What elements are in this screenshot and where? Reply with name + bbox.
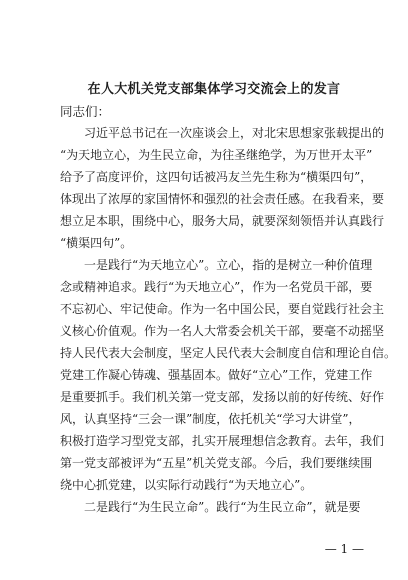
body-line: “为天地立心，为生民立命，为往圣继绝学，为万世开太平” — [60, 148, 373, 162]
salutation: 同志们： — [60, 104, 111, 119]
body-line: 是重要抓手。我们机关第一党支部，发扬以前的好传统、好作 — [60, 390, 385, 404]
body-line: 不忘初心、牢记使命。作为一名中国公民，要自觉践行社会主 — [60, 302, 385, 316]
body-line: 党建工作凝心铸魂、强基固本。做好“立心”工作，党建工作 — [60, 368, 373, 382]
body-line: “横渠四句”。 — [60, 236, 133, 250]
body-line: 风，认真坚持“三会一课”制度，依托机关“学习大讲堂”， — [60, 412, 361, 426]
body-line: 第一党支部被评为“五星”机关党支部。今后，我们要继续围 — [60, 456, 373, 470]
body-line: 念或精神追求。践行“为天地立心”，作为一名党员干部，要 — [60, 280, 373, 294]
body-line: 习近平总书记在一次座谈会上，对北宋思想家张载提出的 — [84, 126, 385, 140]
body-line: 一是践行“为天地立心”。立心，指的是树立一种价值理 — [84, 258, 373, 272]
body-line: 绕中心抓党建，以实际行动践行“为天地立心”。 — [60, 478, 313, 492]
document-title: 在人大机关党支部集体学习交流会上的发言 — [87, 82, 341, 97]
body-line: 积极打造学习型党支部，扎实开展理想信念教育。去年，我们 — [60, 434, 385, 448]
body-line: 给予了高度评价，这四句话被冯友兰先生称为“横渠四句”， — [60, 170, 373, 184]
document-body — [60, 122, 397, 518]
body-line: 持人民代表大会制度，坚定人民代表大会制度自信和理论自信。 — [60, 346, 397, 360]
body-line: 体现出了浓厚的家国情怀和强烈的社会责任感。在我看来，要 — [60, 192, 385, 206]
body-line: 义核心价值观。作为一名人大常委会机关干部，要毫不动摇坚 — [60, 324, 385, 338]
body-line: 想立足本职，围绕中心，服务大局，就要深刻领悟并认真践行 — [60, 214, 385, 228]
page-footer — [0, 542, 408, 556]
page-number: — 1 — — [324, 542, 364, 556]
body-line: 二是践行“为生民立命”。践行“为生民立命”，就是要 — [84, 500, 361, 514]
